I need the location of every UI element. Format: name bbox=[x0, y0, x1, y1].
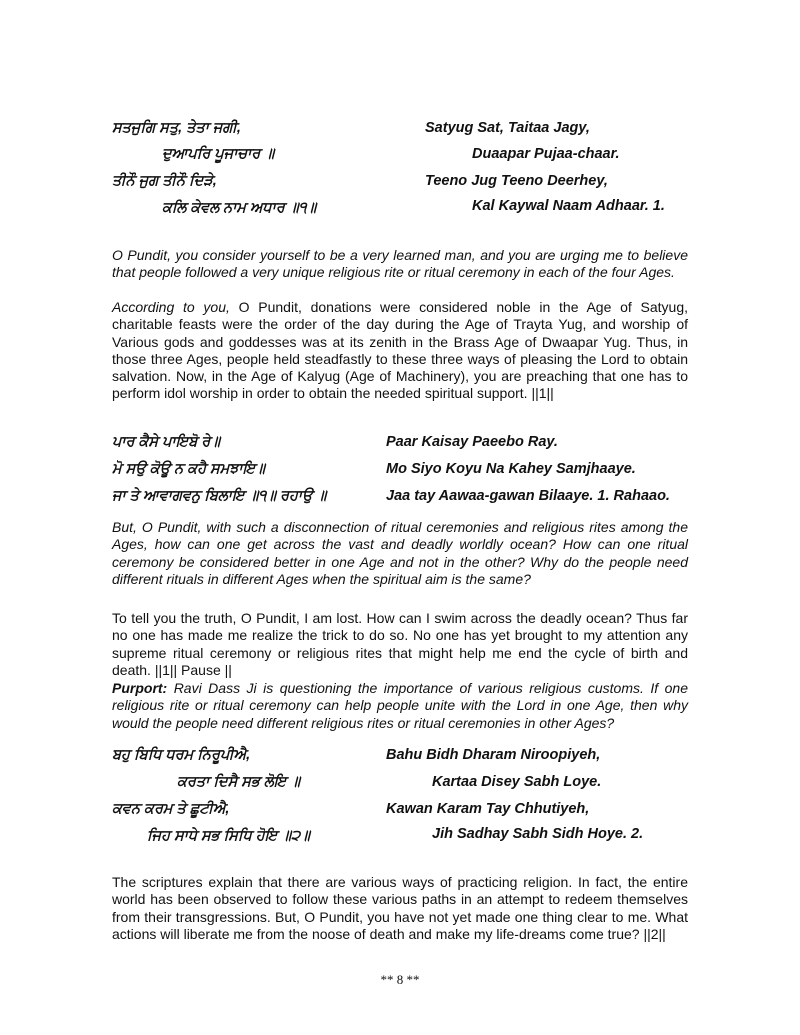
purport-label: Purport: bbox=[112, 680, 168, 696]
verse-1-roman-line-1: Satyug Sat, Taitaa Jagy, bbox=[425, 120, 590, 136]
verse-2-roman-line-3: Jaa tay Aawaa-gawan Bilaaye. 1. Rahaao. bbox=[386, 488, 670, 504]
paragraph-3: But, O Pundit, with such a disconnection of ritual ceremonies and religious rites among the Ages, how can one get across the vast and deadly worldly ocean? How can one ritual ceremony be considered better in one Age and not in the other? Why do the people need different rituals in different Ages when the spiritual aim is the same? bbox=[112, 519, 688, 587]
verse-3-roman-line-1: Bahu Bidh Dharam Niroopiyeh, bbox=[386, 747, 601, 763]
verse-2-gurmukhi-line-3: ਜਾ ਤੇ ਆਵਾਗਵਨੁ ਬਿਲਾਇ ॥੧॥ ਰਹਾਉ ॥ bbox=[112, 488, 327, 504]
verse-3-roman-line-4: Jih Sadhay Sabh Sidh Hoye. 2. bbox=[432, 826, 644, 842]
paragraph-2-lead: According to you, bbox=[112, 299, 230, 315]
verse-3-gurmukhi-line-2: ਕਰਤਾ ਦਿਸੈ ਸਭ ਲੋਇ ॥ bbox=[177, 774, 301, 790]
purport-text: Ravi Dass Ji is questioning the importance of various religious customs. If one religious rite or ritual ceremony can help people unite with the Lord in one Age, then why would the people need different religious rites or ritual ceremonies in other Ages? bbox=[112, 680, 688, 731]
verse-1-roman-line-4: Kal Kaywal Naam Adhaar. 1. bbox=[472, 198, 665, 214]
paragraph-2-body: O Pundit, donations were considered noble in the Age of Satyug, charitable feasts were the order of the day during the Age of Trayta Yug, and worship of Various gods and goddesses was at its zenith in the Brass Age of Dwaapar Yug. Thus, in those three Ages, people held steadfastly to these three ways of pleasing the Lord to obtain salvation. Now, in the Age of Kalyug (Age of Machinery), you are preaching that one has to perform idol worship in order to obtain the needed spiritual support. bbox=[112, 299, 689, 402]
verse-2-roman-line-2: Mo Siyo Koyu Na Kahey Samjhaaye. bbox=[386, 461, 636, 477]
paragraph-4: To tell you the truth, O Pundit, I am lost. How can I swim across the deadly ocean? Thus far no one has made me realize the trick to do so. No one has yet brought to my attention any supreme ritual ceremony or religious rites that might help me end the cycle of birth and death. ||1|| Pause || bbox=[112, 610, 688, 678]
verse-1-roman-line-3: Teeno Jug Teeno Deerhey, bbox=[425, 173, 608, 189]
verse-2-gurmukhi-line-2: ਮੋ ਸਉ ਕੋਊ ਨ ਕਹੈ ਸਮਝਾਇ॥ bbox=[112, 461, 265, 477]
paragraph-2-mark: ||1|| bbox=[531, 385, 554, 402]
verse-3-roman-line-3: Kawan Karam Tay Chhutiyeh, bbox=[386, 801, 590, 817]
verse-1-roman-line-2: Duaapar Pujaa-chaar. bbox=[472, 146, 620, 162]
purport bbox=[112, 680, 688, 732]
verse-2-roman-line-1: Paar Kaisay Paeebo Ray. bbox=[386, 434, 558, 450]
verse-3-gurmukhi-line-4: ਜਿਹ ਸਾਧੇ ਸਭ ਸਿਧਿ ਹੋਇ ॥੨॥ bbox=[147, 828, 310, 844]
verse-3-gurmukhi-line-1: ਬਹੁ ਬਿਧਿ ਧਰਮ ਨਿਰੂਪੀਐ, bbox=[112, 747, 251, 763]
verse-1-gurmukhi-line-4: ਕਲਿ ਕੇਵਲ ਨਾਮ ਅਧਾਰ ॥੧॥ bbox=[162, 200, 317, 216]
paragraph-2 bbox=[112, 299, 688, 403]
verse-1-gurmukhi-line-2: ਦੁਆਪਰਿ ਪੂਜਾਚਾਰ ॥ bbox=[162, 146, 275, 162]
verse-2-gurmukhi-line-1: ਪਾਰ ਕੈਸੇ ਪਾਇਬੋ ਰੇ॥ bbox=[112, 434, 221, 450]
verse-3-roman-line-2: Kartaa Disey Sabh Loye. bbox=[432, 774, 602, 790]
page-number: ** 8 ** bbox=[380, 972, 420, 987]
paragraph-5: The scriptures explain that there are various ways of practicing religion. In fact, the entire world has been observed to follow these various paths in an attempt to redeem themselves from their transgressions. But, O Pundit, you have not yet made one thing clear to me. What actions will liberate me from the noose of death and make my life-dreams come true? ||2|| bbox=[112, 874, 688, 942]
paragraph-1: O Pundit, you consider yourself to be a very learned man, and you are urging me to believe that people followed a very unique religious rite or ritual ceremony in each of the four Ages. bbox=[112, 247, 688, 281]
verse-1-gurmukhi-line-3: ਤੀਨੌ ਜੁਗ ਤੀਨੌ ਦਿੜੇ, bbox=[112, 173, 217, 189]
verse-3-gurmukhi-line-3: ਕਵਨ ਕਰਮ ਤੇ ਛੂਟੀਐ, bbox=[112, 801, 230, 817]
verse-1-gurmukhi-line-1: ਸਤਜੁਗਿ ਸਤੁ, ਤੇਤਾ ਜਗੀ, bbox=[112, 120, 241, 136]
